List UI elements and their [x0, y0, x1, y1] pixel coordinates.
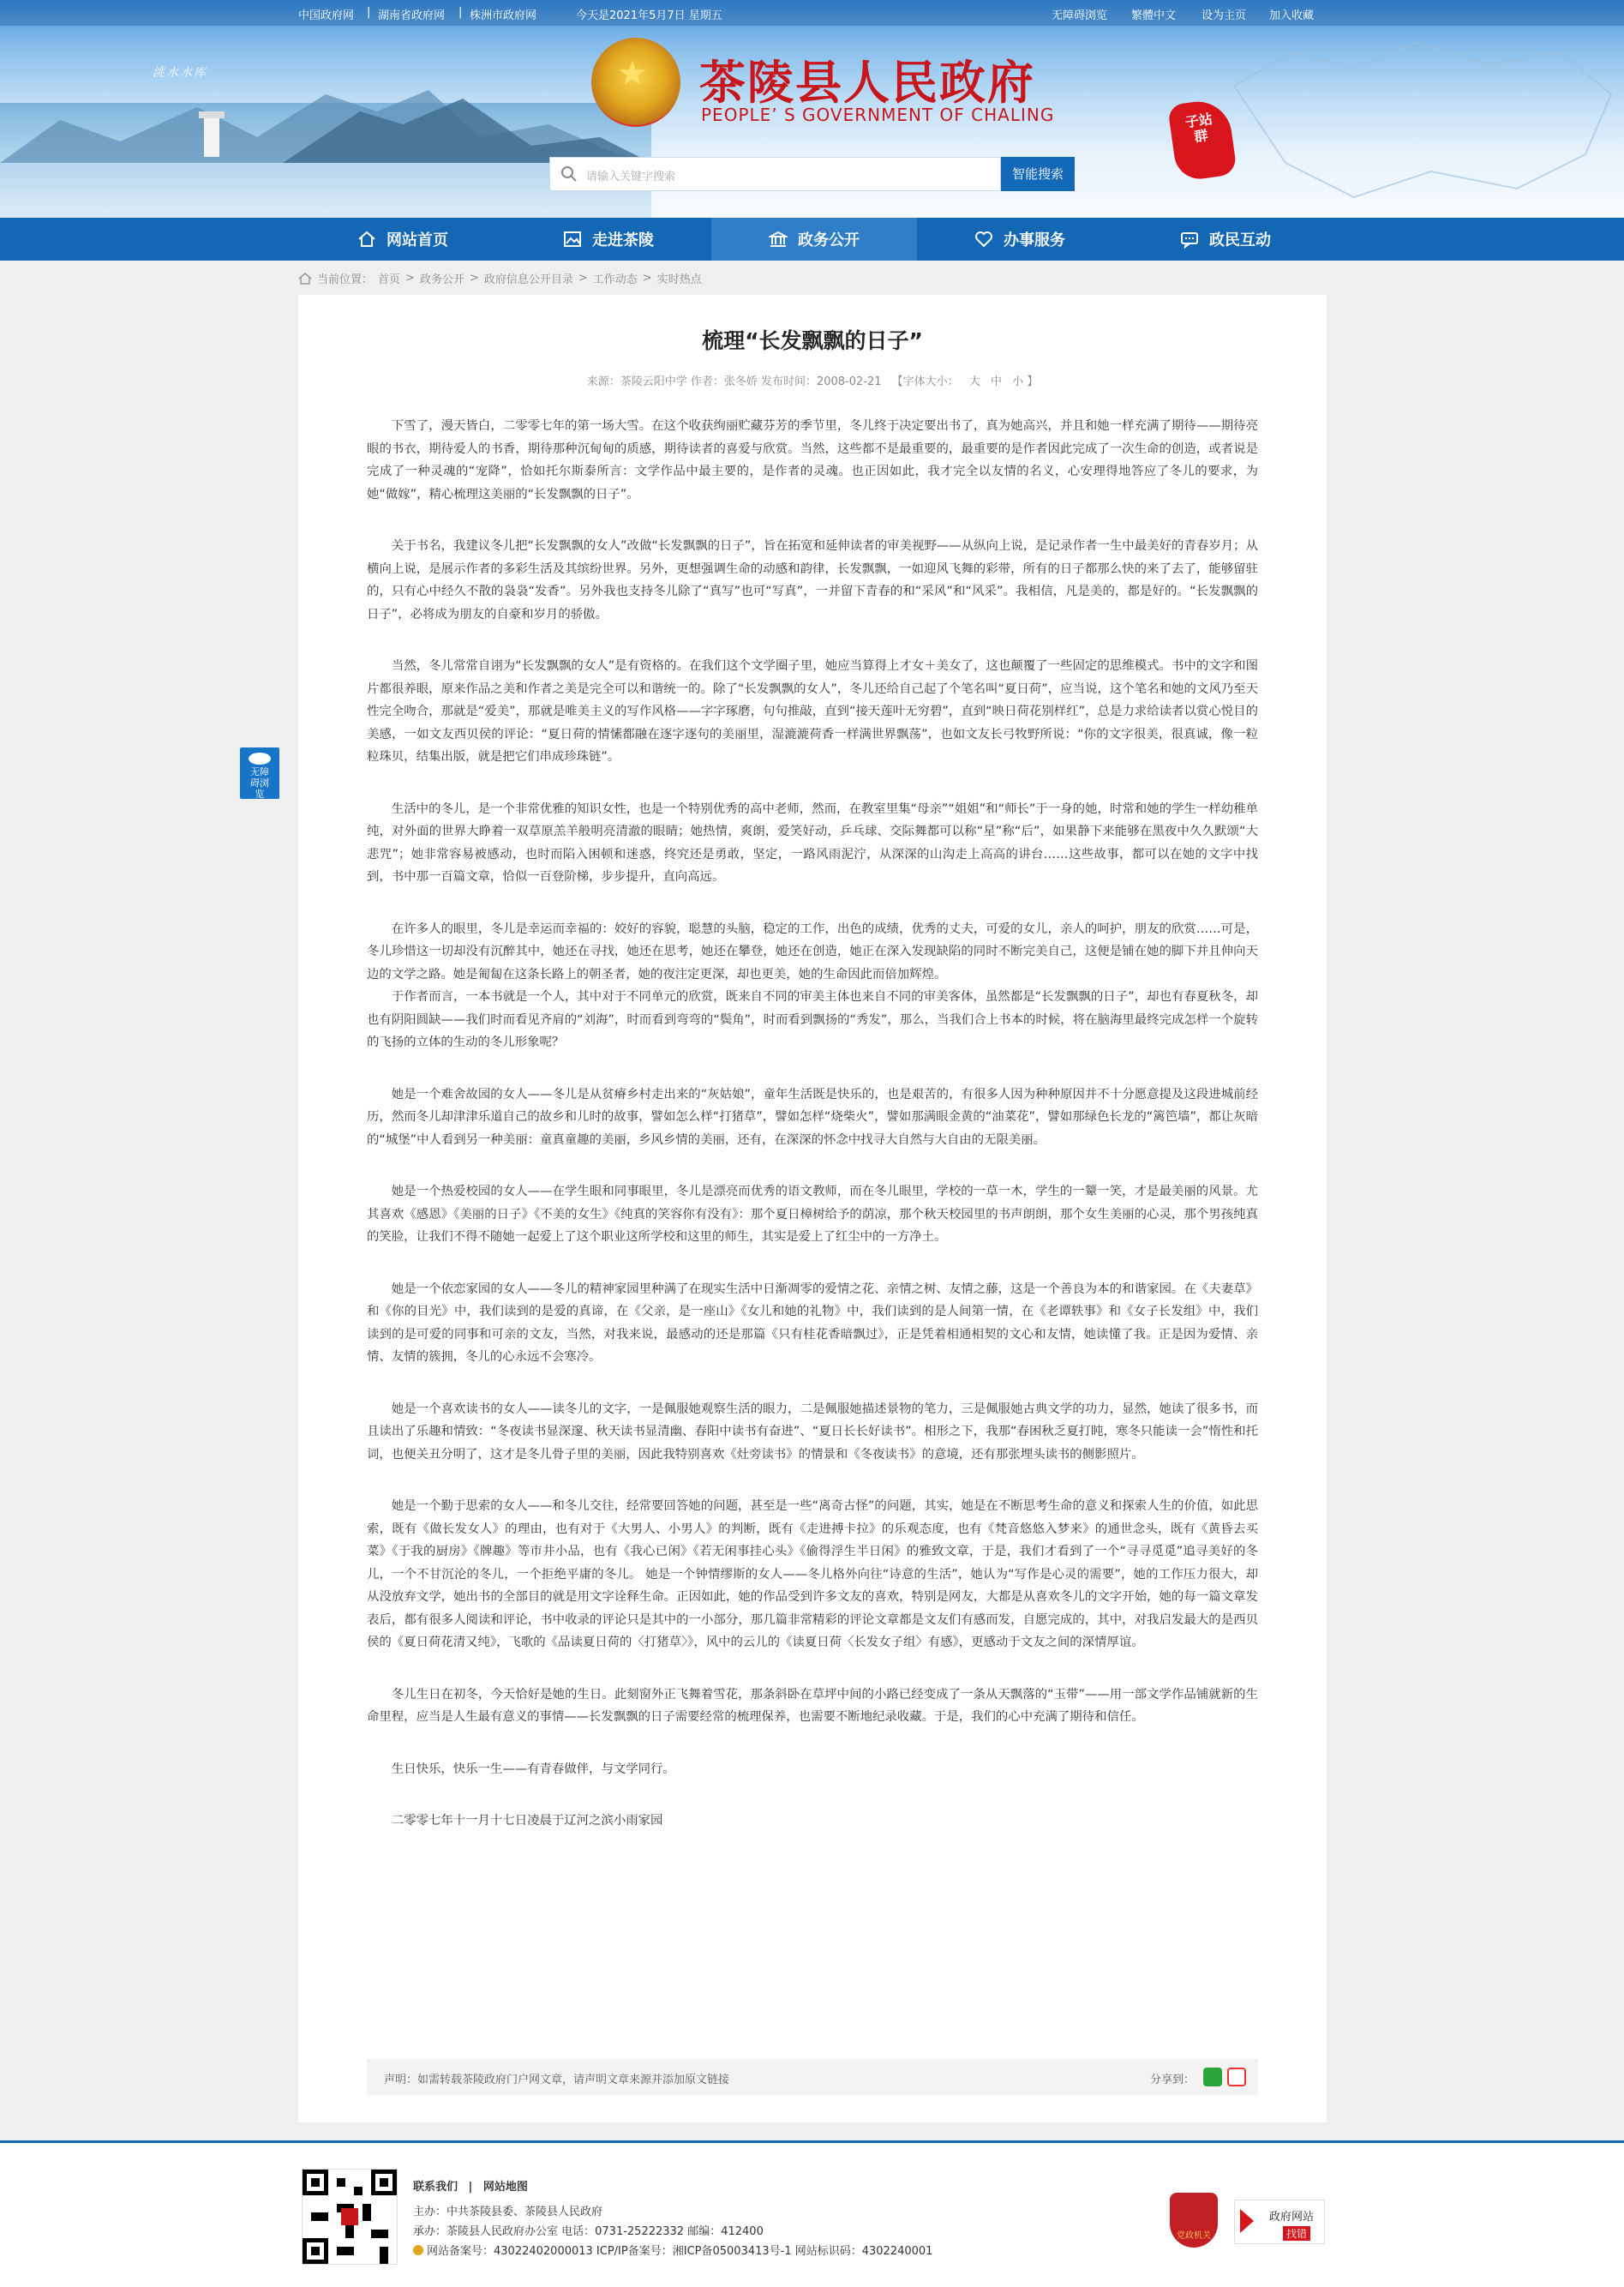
link-accessibility[interactable]: 无障碍浏览	[1052, 9, 1108, 22]
nav-label: 网站首页	[387, 231, 448, 249]
divider: |	[367, 6, 371, 19]
chat-icon	[1180, 230, 1199, 249]
nav-item-gov-affairs[interactable]	[711, 218, 917, 261]
footer-organizer: 承办：茶陵县人民政府办公室 电话：0731-25222332 邮编：412400	[413, 2225, 764, 2238]
article-paragraph: 她是一个热爱校园的女人——在学生眼和同事眼里，冬儿是漂亮而优秀的语文教师，而在冬儿眼里，学校的一草一木，学生的一颦一笑，才是最美丽的风景。尤其喜欢《感恩》《美丽的日子》《不美的女生》《纯真的笑容你有没有》：那个夏日樟树给予的荫凉，那个秋天校园里的书声朗朗，那个女生美丽的心灵，那个男孩纯真的笑脸，让我们不得不随她一起爱上了这个职业这所学校和这里的师生，其实是爱上了红尘中的一方净土。	[367, 1185, 1258, 1244]
breadcrumb-catalog[interactable]: 政府信息公开目录	[483, 273, 573, 286]
article-source-line: 来源：茶陵云阳中学 作者：张冬娇 发布时间：2008-02-21	[586, 375, 882, 388]
eye-icon	[249, 753, 271, 765]
font-size-close: 】	[1027, 375, 1039, 388]
map-outline	[1217, 34, 1624, 206]
font-size-small[interactable]: 小	[1012, 375, 1024, 388]
nav-item-home[interactable]	[300, 218, 506, 261]
footer-link-sitemap[interactable]: 网站地图	[482, 2181, 528, 2194]
home-icon	[357, 230, 376, 249]
link-zhuzhou-gov[interactable]: 株洲市政府网	[470, 9, 537, 22]
declaration-text: 声明：如需转载茶陵政府门户网文章，请声明文章来源并添加原文链接	[384, 2074, 730, 2086]
article-paragraph: 当然，冬儿常常自诩为“长发飘飘的女人”是有资格的。在我们这个文学圈子里，她应当算得上才女＋美女了，这也颠覆了一些固定的思维模式。书中的文字和图片都很养眼，原来作品之美和作者之美是完全可以和谐统一的。除了“长发飘飘的女人”，冬儿还给自己起了个笔名叫“夏日荷”，应当说，这个笔名和她的文风乃至天性完全吻合，那就是“爱美”，那就是唯美主义的写作风格——字字琢磨，句句推敲，直到“接天莲叶无穷碧”，直到“映日荷花别样红”，总是力求给读者以赏心悦目的美感，一如文友西贝侯的评论：“夏日荷的情愫都融在逐字逐句的美丽里，湿漉漉荷香一样满世界飘荡”，也如文友长弓牧野所说：“你的文字很美，很真诚，像一粒粒珠贝，结集出版，就是把它们串成珍珠链”。	[367, 659, 1258, 764]
article-paragraph: 生日快乐，快乐一生——有青春做伴，与文学同行。	[391, 1762, 675, 1776]
article-paragraph: 在许多人的眼里，冬儿是幸运而幸福的：姣好的容貌，聪慧的头脑，稳定的工作，出色的成绩，优秀的丈夫，可爱的女儿，亲人的呵护，朋友的欣赏……可是，冬儿珍惜这一切却没有沉醉其中，她还在寻找，她还在思考，她还在攀登，她还在创造，她正在深入发现缺陷的同时不断完美自己，这便是铺在她的脚下并且伸向天边的文学之路。她是匍匐在这条长路上的朝圣者，她的夜注定更深，却也更美，她的生命因此而倍加辉煌。	[367, 921, 1258, 981]
breadcrumb-separator: >	[469, 272, 479, 285]
date-text: 今天是2021年5月7日 星期五	[576, 9, 722, 22]
share-label: 分享到：	[1149, 2074, 1195, 2086]
search-placeholder: 请输入关键字搜索	[586, 171, 676, 183]
footer-link-contact[interactable]: 联系我们	[413, 2181, 458, 2194]
breadcrumb	[298, 270, 702, 286]
article-paragraph: 她是一个勤于思索的女人——和冬儿交往，经常要回答她的问题，甚至是一些“离奇古怪”的问题，其实，她是在不断思考生命的意义和探索人生的价值，如此思索，既有《做长发女人》的理由，也有对于《大男人、小男人》的判断，既有《走进搏卡拉》的乐观态度，也有《梵音悠悠入梦来》的通世念头，既有《黄昏去买菜》《于我的厨房》《牌趣》等市井小品，也有《我心已闲》《若无闲事挂心头》《偷得浮生半日闲》的雅致文章，于是，我们才看到了一个“寻寻觅觅”追寻美好的冬儿，一个不甘沉沦的冬儿，一个拒绝平庸的冬儿。 她是一个钟情缪斯的女人——冬儿格外向往“诗意的生活”，她认为“写作是心灵的需要”，她的工作压力很大，却从没放弃文学，她出书的全部目的就是用文字诠释生命。正因如此，她的作品受到许多文友的喜欢，特别是网友，大都是从喜欢冬儿的文字开始，她的每一篇文章发表后，都有很多人阅读和评论，书中收录的评论只是其中的一小部分，那几篇非常精彩的评论文章都是文友们有感而发，自愿完成的，其中，对我启发最大的是西贝侯的《夏日荷花清又纯》，飞歌的《品读夏日荷的〈打猪草〉》，风中的云儿的《读夏日荷〈长发女子组〉有感》，更感动于文友之间的深情厚谊。	[367, 1499, 1258, 1649]
main-nav	[0, 218, 1624, 261]
find-error-label: 找错	[1283, 2226, 1310, 2241]
party-govt-badge-label: 党政机关	[1177, 2231, 1211, 2241]
article-meta	[298, 372, 1327, 388]
footer-record	[413, 2242, 932, 2258]
footer-record-text: 网站备案号：43022402000013 ICP/IP备案号：湘ICP备05003413号-1 网站标识码：4302240001	[427, 2245, 933, 2258]
site-title[interactable]: 茶陵县人民政府	[699, 55, 1035, 110]
accessibility-badge-label: 无障碍浏览	[250, 766, 269, 800]
link-add-favorite[interactable]: 加入收藏	[1269, 9, 1315, 22]
article-paragraph: 她是一个难舍故园的女人——冬儿是从贫瘠乡村走出来的“灰姑娘”，童年生活既是快乐的，也是艰苦的，有很多人因为种种原因并不十分愿意提及这段进城前经历，然而冬儿却津津乐道自己的故乡和儿时的故事，譬如怎么样“打猪草”，譬如怎样“烧柴火”，譬如那满眼金黄的“油菜花”，譬如那绿色长龙的“篱笆墙”，都让灰暗的“城堡”中人看到另一种美丽：童真童趣的美丽，乡风乡情的美丽，还有，在深深的怀念中找寻大自然与大自由的无限美丽。	[367, 1087, 1258, 1147]
breadcrumb-separator: >	[578, 272, 588, 285]
top-bar	[0, 0, 1624, 26]
nav-label: 政务公开	[798, 231, 860, 249]
article-paragraph: 关于书名，我建议冬儿把“长发飘飘的女人”改做“长发飘飘的日子”，旨在拓宽和延伸读者的审美视野——从纵向上说，是记录作者一生中最美好的青春岁月；从横向上说，是展示作者的多彩生活及其缤纷世界。另外，更想强调生命的动感和韵律，长发飘飘，一如迎风飞舞的彩带，所有的日子都那么快的来了去了，能够留驻的，只有心中经久不散的袅袅“发香”。另外我也支持冬儿除了“真写”也可“写真”，一并留下青春的和“采风”和“风采”。我相信，凡是美的，都是好的。“长发飘飘的日子”，必将成为朋友的自豪和岁月的骄傲。	[367, 539, 1258, 621]
article-paragraph: 于作者而言，一本书就是一个人，其中对于不同单元的欣赏，既来自不同的审美主体也来自不同的审美客体，虽然都是“长发飘飘的日子”，却也有春夏秋冬，却也有阴阳圆缺——我们时而看见齐肩的“刘海”，时而看到弯弯的“鬓角”，时而看到飘扬的“秀发”，那么，当我们合上书本的时候，将在脑海里最终完成怎样一个旋转的飞扬的立体的生动的冬儿形象呢？	[367, 990, 1258, 1049]
article-body	[367, 415, 1258, 1862]
article-paragraph: 下雪了，漫天皆白，二零零七年的第一场大雪。在这个收获绚丽贮藏芬芳的季节里，冬儿终于决定要出书了，真为她高兴，并且和她一样充满了期待——期待亮眼的书衣，期待爱人的书香，期待那种沉甸甸的质感，期待读者的喜爱与欣赏。当然，这些都不是最重要的，最重要的是作者因此完成了一次生命的创造，或者说是完成了一种灵魂的“宠降”，恰如托尔斯泰所言：文学作品中最主要的，是作者的灵魂。也正因如此，我才完全以友情的名义，心安理得地答应了冬儿的要求，为她“做嫁”，精心梳理这美丽的“长发飘飘的日子”。	[367, 419, 1258, 501]
divider: |	[458, 6, 463, 19]
gov-site-error-badge[interactable]	[1234, 2200, 1325, 2244]
search-button[interactable]: 智能搜索	[1001, 157, 1075, 191]
breadcrumb-hot-topics[interactable]: 实时热点	[656, 273, 702, 286]
article-paragraph: 生活中的冬儿，是一个非常优雅的知识女性，也是一个特别优秀的高中老师，然而，在教室里集“母亲”“姐姐”和“师长”于一身的她，时常和她的学生一样幼稚单纯，对外面的世界大睁着一双草原羔羊般明亮清澈的眼睛；她热情，爽朗，爱笑好动，乒乓球、交际舞都可以称“星”称“后”，如果静下来能够在黑夜中久久默颂“大悲咒”；她非常容易被感动，也时而陷入困顿和迷惑，终究还是勇敢，坚定，一路风雨泥泞，从深深的山沟走上高高的讲台……这些故事，都可以在她的文字中找到，书中那一百篇文章，恰似一百登阶梯，步步提升，直向高远。	[367, 801, 1258, 884]
declaration-bar	[367, 2059, 1258, 2095]
site-header	[0, 0, 1624, 218]
breadcrumb-prefix: 当前位置：	[317, 273, 374, 286]
weibo-share-icon[interactable]	[1227, 2068, 1246, 2086]
footer-sponsor: 主办：中共茶陵县委、茶陵县人民政府	[413, 2206, 603, 2218]
font-size-label: 【字体大小：	[891, 375, 959, 388]
party-govt-badge[interactable]	[1170, 2193, 1218, 2248]
police-badge-icon	[413, 2245, 423, 2255]
stamp-text: 子站群	[1184, 111, 1214, 146]
article-paragraph: 二零零七年十一月十七日凌晨于辽河之滨小雨家园	[391, 1814, 663, 1828]
nav-item-about[interactable]	[506, 218, 711, 261]
site-footer	[0, 2140, 1624, 2287]
article-paragraph: 她是一个喜欢读书的女人——读冬儿的文字，一是佩服她观察生活的眼力，二是佩服她描述景物的笔力，三是佩服她古典文学的功力，显然，她读了很多书，而且读出了乐趣和情致：“冬夜读书显深邃、秋天读书显清幽、春阳中读书有奋进”、“夏日长长好读书”。相形之下，我那“春困秋乏夏打盹，寒冬只能读一会”惰性和托词，也便关丑分明了，这才是冬儿骨子里的美丽，因此我特别喜欢《灶旁读书》的情景和《冬夜读书》的意境，还有那张埋头读书的侧影照片。	[367, 1402, 1258, 1462]
lake-name: 洮水水库	[153, 66, 207, 80]
font-size-large[interactable]: 大	[968, 375, 980, 388]
building-icon	[769, 230, 788, 249]
breadcrumb-separator: >	[642, 272, 652, 285]
article-title: 梳理“长发飘飘的日子”	[702, 328, 923, 353]
image-icon	[563, 230, 582, 249]
nav-label: 走进茶陵	[592, 231, 654, 249]
breadcrumb-gov-affairs[interactable]: 政务公开	[419, 273, 464, 286]
link-traditional-chinese[interactable]: 繁體中文	[1131, 9, 1177, 22]
article-paragraph: 她是一个依恋家园的女人——冬儿的精神家园里种满了在现实生活中日渐凋零的爱情之花、亲情之树、友情之藤，这是一个善良为本的和谐家园。在《夫妻草》和《你的目光》中，我们读到的是爱的真谛，在《父亲，是一座山》《女儿和她的礼物》中，我们读到的是人间第一情，在《老谭轶事》和《女子长发组》中，我们读到的是可爱的同事和可亲的文友，当然，对我来说，最感动的还是那篇《只有桂花香暗飘过》，正是凭着相通相契的文心和友情，她读懂了我。正是因为爱情、亲情、友情的簇拥，冬儿的心永远不会寒冷。	[367, 1282, 1258, 1364]
nav-item-interaction[interactable]	[1123, 218, 1328, 261]
article-container	[298, 295, 1327, 2122]
breadcrumb-home[interactable]: 首页	[378, 273, 401, 286]
wechat-share-icon[interactable]	[1203, 2068, 1222, 2086]
footer-links	[413, 2177, 528, 2194]
link-hunan-gov[interactable]: 湖南省政府网	[378, 9, 446, 22]
breadcrumb-separator: >	[405, 272, 415, 285]
search-icon	[560, 165, 578, 183]
gov-site-label: 政府网站	[1269, 2211, 1315, 2224]
nav-item-services[interactable]	[917, 218, 1123, 261]
font-size-medium[interactable]: 中	[990, 375, 1002, 388]
qr-code-icon	[302, 2169, 398, 2265]
nav-label: 政民互动	[1209, 231, 1271, 249]
flag-icon	[1240, 2209, 1254, 2233]
search-input[interactable]	[549, 157, 1001, 191]
nav-label: 办事服务	[1004, 231, 1065, 249]
link-gov-cn[interactable]: 中国政府网	[298, 9, 355, 22]
divider: |	[468, 2181, 473, 2194]
national-emblem-icon: ★	[591, 38, 680, 127]
heart-icon	[974, 230, 993, 249]
accessibility-badge[interactable]	[240, 747, 279, 799]
mountain-banner	[0, 60, 686, 171]
home-icon	[298, 273, 312, 285]
site-title-en: PEOPLE’ S GOVERNMENT OF CHALING	[701, 105, 1055, 125]
link-set-homepage[interactable]: 设为主页	[1202, 9, 1247, 22]
article-paragraph: 冬儿生日在初冬，今天恰好是她的生日。此刻窗外正飞舞着雪花，那条斜卧在草坪中间的小路已经变成了一条从天飘落的“玉带”——用一部文学作品铺就新的生命里程，应当是人生最有意义的事情——长发飘飘的日子需要经常的梳理保养，也需要不断地纪录收藏。于是，我们的心中充满了期待和信任。	[367, 1687, 1258, 1724]
breadcrumb-work-news[interactable]: 工作动态	[592, 273, 638, 286]
